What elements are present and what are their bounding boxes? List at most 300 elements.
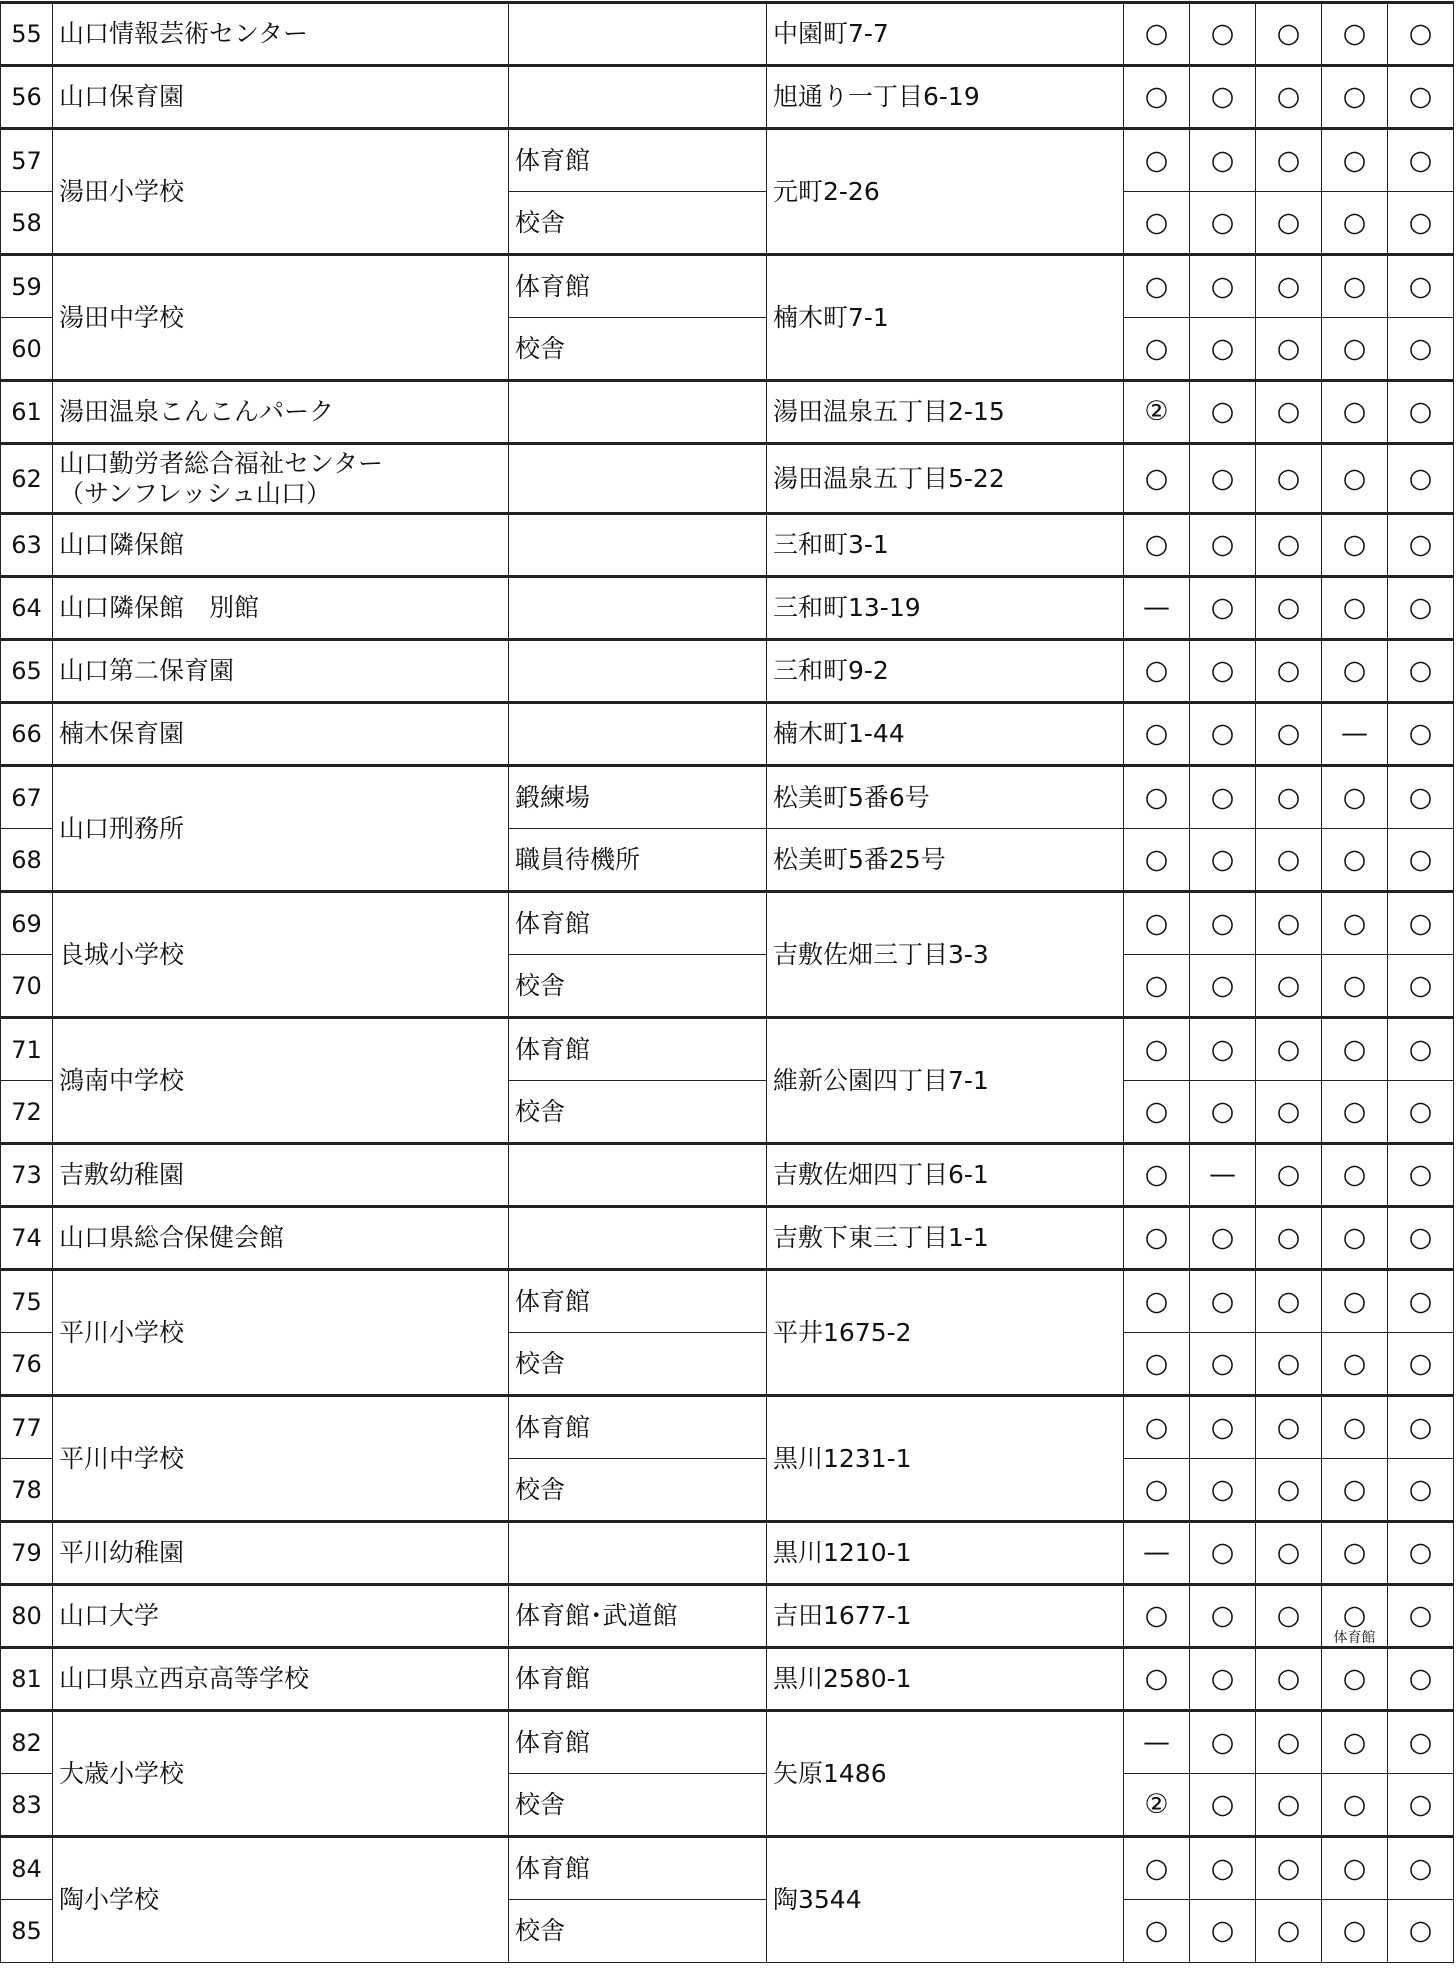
status-mark-symbol: ○ <box>1210 1347 1235 1379</box>
status-mark-symbol: ○ <box>1276 1222 1301 1253</box>
facility-name <box>53 1648 509 1711</box>
facility-name <box>53 129 509 255</box>
facility-name-line: 吉敷幼稚園 <box>59 1160 185 1189</box>
status-mark-symbol: ○ <box>1408 1033 1433 1065</box>
status-mark <box>1322 1900 1388 1963</box>
sub-facility <box>509 577 767 640</box>
facility-name <box>53 577 509 640</box>
status-mark <box>1388 1900 1454 1963</box>
status-mark-symbol: ○ <box>1276 1285 1301 1317</box>
row-number: 81 <box>1 1648 53 1711</box>
row-number: 77 <box>1 1396 53 1459</box>
status-mark <box>1124 892 1190 955</box>
table-row <box>1 444 1454 514</box>
row-number: 84 <box>1 1837 53 1900</box>
status-mark-symbol: ○ <box>1144 781 1169 813</box>
status-mark-symbol: ○ <box>1408 144 1433 176</box>
status-mark-symbol: ○ <box>1276 718 1301 749</box>
row-number: 72 <box>1 1081 53 1144</box>
status-mark <box>1190 703 1256 766</box>
status-mark <box>1322 577 1388 640</box>
status-mark <box>1256 1333 1322 1396</box>
status-mark-symbol: ○ <box>1408 1537 1433 1568</box>
status-mark <box>1190 66 1256 129</box>
sub-facility: 校舎 <box>509 1333 767 1396</box>
status-mark <box>1388 1837 1454 1900</box>
status-mark <box>1322 255 1388 318</box>
status-mark-symbol: ○ <box>1342 1222 1367 1253</box>
status-mark-symbol: ○ <box>1342 81 1367 112</box>
table-row <box>1 1018 1454 1081</box>
status-mark-symbol: ○ <box>1408 843 1433 875</box>
status-mark <box>1124 381 1190 444</box>
status-mark <box>1322 766 1388 829</box>
status-mark <box>1256 1648 1322 1711</box>
status-mark <box>1388 892 1454 955</box>
status-mark-symbol: ○ <box>1342 781 1367 813</box>
facility-name-line: （サンフレッシュ山口） <box>59 478 332 508</box>
status-mark <box>1124 444 1190 514</box>
status-mark-symbol: ○ <box>1408 718 1433 749</box>
address: 矢原1486 <box>767 1711 1124 1837</box>
status-mark-symbol: ② <box>1144 396 1169 427</box>
status-mark-symbol: ○ <box>1276 1095 1301 1127</box>
table-row <box>1 1396 1454 1459</box>
status-mark <box>1388 829 1454 892</box>
status-mark-symbol: ○ <box>1408 1600 1433 1631</box>
status-mark <box>1322 1144 1388 1207</box>
status-mark-symbol: ○ <box>1144 462 1169 494</box>
facility-name-line: 大歳小学校 <box>59 1758 185 1788</box>
row-number: 73 <box>1 1144 53 1207</box>
status-mark <box>1388 1144 1454 1207</box>
facility-name <box>53 1711 509 1837</box>
facility-name-line: 平川小学校 <box>59 1317 185 1347</box>
address: 吉敷下東三丁目1-1 <box>767 1207 1124 1270</box>
row-number: 71 <box>1 1018 53 1081</box>
facility-name <box>53 381 509 444</box>
row-number: 64 <box>1 577 53 640</box>
facility-name <box>53 514 509 577</box>
status-mark-symbol: ○ <box>1342 592 1367 623</box>
status-mark <box>1388 640 1454 703</box>
facility-name <box>53 1585 509 1648</box>
sub-facility: 体育館 <box>509 1270 767 1333</box>
row-number: 58 <box>1 192 53 255</box>
table-row <box>1 1837 1454 1900</box>
status-mark <box>1256 318 1322 381</box>
facility-name <box>53 703 509 766</box>
status-mark-symbol: ○ <box>1408 1411 1433 1443</box>
status-mark-symbol: ○ <box>1342 1473 1367 1505</box>
facility-name-line: 鴻南中学校 <box>59 1065 185 1095</box>
status-mark <box>1190 1774 1256 1837</box>
table-row <box>1 766 1454 829</box>
sub-facility <box>509 1522 767 1585</box>
status-mark <box>1190 1522 1256 1585</box>
sub-facility: 体育館 <box>509 1711 767 1774</box>
status-mark-symbol: ○ <box>1408 781 1433 813</box>
status-mark-symbol: ○ <box>1210 81 1235 112</box>
status-mark-symbol: ○ <box>1276 843 1301 875</box>
facility-table-body <box>1 3 1454 1963</box>
facility-name <box>53 766 509 892</box>
status-mark <box>1256 1522 1322 1585</box>
status-mark <box>1322 1585 1388 1648</box>
status-mark-symbol: ○ <box>1210 1095 1235 1127</box>
address: 黒川1210-1 <box>767 1522 1124 1585</box>
row-number: 61 <box>1 381 53 444</box>
facility-name-line: 山口勤労者総合福祉センター <box>59 448 384 478</box>
status-mark-symbol: — <box>1209 1159 1236 1190</box>
status-mark <box>1124 1648 1190 1711</box>
status-mark-symbol: ○ <box>1144 1285 1169 1317</box>
status-mark <box>1322 1207 1388 1270</box>
status-mark-symbol: ○ <box>1210 144 1235 176</box>
status-mark-symbol: ○ <box>1144 907 1169 939</box>
facility-name <box>53 1396 509 1522</box>
row-number: 80 <box>1 1585 53 1648</box>
status-mark-symbol: ○ <box>1342 1852 1367 1884</box>
status-mark-symbol: ○ <box>1210 1285 1235 1317</box>
address: 黒川2580-1 <box>767 1648 1124 1711</box>
status-mark-symbol: ○ <box>1210 1033 1235 1065</box>
status-mark <box>1322 703 1388 766</box>
status-mark <box>1190 129 1256 192</box>
row-number: 74 <box>1 1207 53 1270</box>
status-mark <box>1190 1144 1256 1207</box>
status-mark-symbol: — <box>1143 1726 1170 1758</box>
status-mark <box>1256 1774 1322 1837</box>
status-mark <box>1388 1396 1454 1459</box>
status-mark <box>1388 1711 1454 1774</box>
row-number: 79 <box>1 1522 53 1585</box>
status-mark-symbol: ○ <box>1408 1347 1433 1379</box>
status-mark-symbol: ○ <box>1210 1600 1235 1631</box>
address: 陶3544 <box>767 1837 1124 1963</box>
status-mark <box>1256 1018 1322 1081</box>
status-mark-symbol: ○ <box>1210 270 1235 302</box>
status-mark <box>1256 829 1322 892</box>
status-mark-symbol: ○ <box>1276 1915 1301 1946</box>
status-mark-symbol: ○ <box>1342 1663 1367 1694</box>
status-mark-symbol: ○ <box>1210 529 1235 560</box>
status-mark-symbol: ○ <box>1276 529 1301 560</box>
status-mark <box>1190 1585 1256 1648</box>
row-number: 62 <box>1 444 53 514</box>
address: 吉敷佐畑四丁目6-1 <box>767 1144 1124 1207</box>
status-mark <box>1256 1207 1322 1270</box>
facility-name-line: 山口県総合保健会館 <box>59 1223 285 1252</box>
status-mark <box>1190 640 1256 703</box>
status-mark-symbol: ○ <box>1342 969 1367 1001</box>
status-mark-symbol: ○ <box>1408 1095 1433 1127</box>
row-number: 63 <box>1 514 53 577</box>
status-mark-symbol: ○ <box>1408 1159 1433 1190</box>
status-mark-symbol: ○ <box>1276 781 1301 813</box>
status-mark-symbol: ○ <box>1144 1600 1169 1631</box>
sub-facility: 体育館 <box>509 1648 767 1711</box>
address: 松美町5番6号 <box>767 766 1124 829</box>
status-mark <box>1124 1900 1190 1963</box>
status-mark-symbol: ○ <box>1342 1788 1367 1820</box>
status-mark <box>1256 1585 1322 1648</box>
status-mark-symbol: ○ <box>1144 1663 1169 1694</box>
table-row <box>1 66 1454 129</box>
status-mark <box>1322 3 1388 66</box>
status-mark-symbol: ○ <box>1408 396 1433 427</box>
sub-facility: 校舎 <box>509 1459 767 1522</box>
status-mark <box>1322 1270 1388 1333</box>
facility-name-line: 平川中学校 <box>59 1443 185 1473</box>
address: 平井1675-2 <box>767 1270 1124 1396</box>
status-mark <box>1322 1711 1388 1774</box>
status-mark <box>1190 892 1256 955</box>
status-mark-symbol: ○ <box>1210 1537 1235 1568</box>
facility-name-line: 山口県立西京高等学校 <box>59 1664 310 1693</box>
status-mark-symbol: ○ <box>1342 1033 1367 1065</box>
status-mark-symbol: ○ <box>1210 655 1235 686</box>
address: 吉田1677-1 <box>767 1585 1124 1648</box>
status-mark-symbol: ○ <box>1276 907 1301 939</box>
table-row <box>1 1207 1454 1270</box>
status-mark <box>1388 1018 1454 1081</box>
address: 湯田温泉五丁目5-22 <box>767 444 1124 514</box>
facility-name <box>53 444 509 514</box>
table-row <box>1 129 1454 192</box>
status-mark-symbol: ○ <box>1342 1726 1367 1758</box>
facility-name-line: 平川幼稚園 <box>59 1538 185 1567</box>
status-mark <box>1388 514 1454 577</box>
status-mark <box>1190 318 1256 381</box>
row-number: 65 <box>1 640 53 703</box>
status-mark-symbol: ○ <box>1210 206 1235 238</box>
status-mark-symbol: ○ <box>1342 462 1367 494</box>
facility-name-line: 山口刑務所 <box>59 813 185 843</box>
table-row <box>1 514 1454 577</box>
status-mark <box>1388 192 1454 255</box>
address: 元町2-26 <box>767 129 1124 255</box>
sub-facility: 校舎 <box>509 1900 767 1963</box>
status-mark <box>1322 1396 1388 1459</box>
status-mark <box>1256 1837 1322 1900</box>
status-mark <box>1388 1207 1454 1270</box>
status-mark <box>1256 192 1322 255</box>
status-mark-symbol: ○ <box>1276 462 1301 494</box>
sub-facility: 校舎 <box>509 192 767 255</box>
status-mark-symbol: ○ <box>1342 1095 1367 1127</box>
facility-name-line: 山口第二保育園 <box>59 656 235 685</box>
status-mark-symbol: ○ <box>1342 396 1367 427</box>
status-mark <box>1124 318 1190 381</box>
address: 吉敷佐畑三丁目3-3 <box>767 892 1124 1018</box>
sub-facility <box>509 1144 767 1207</box>
status-mark-symbol: ○ <box>1144 18 1169 49</box>
status-note: 体育館 <box>1333 1630 1376 1646</box>
status-mark <box>1190 1711 1256 1774</box>
status-mark <box>1124 192 1190 255</box>
status-mark <box>1190 955 1256 1018</box>
status-mark <box>1322 640 1388 703</box>
status-mark-symbol: ○ <box>1408 462 1433 494</box>
status-mark-symbol: ○ <box>1276 1033 1301 1065</box>
sub-facility: 体育館･武道館 <box>509 1585 767 1648</box>
address: 三和町3-1 <box>767 514 1124 577</box>
status-mark <box>1190 1333 1256 1396</box>
status-mark-symbol: ② <box>1144 1788 1169 1820</box>
status-mark <box>1388 1774 1454 1837</box>
status-mark-symbol: ○ <box>1408 332 1433 364</box>
status-mark-symbol: ○ <box>1144 270 1169 302</box>
status-mark <box>1124 1333 1190 1396</box>
status-mark <box>1190 766 1256 829</box>
status-mark-symbol: — <box>1143 1537 1170 1568</box>
status-mark-symbol: ○ <box>1342 332 1367 364</box>
status-mark-symbol: ○ <box>1408 592 1433 623</box>
status-mark <box>1190 192 1256 255</box>
table-row <box>1 255 1454 318</box>
status-mark-symbol: ○ <box>1276 1726 1301 1758</box>
status-mark <box>1388 955 1454 1018</box>
status-mark-symbol: ○ <box>1210 592 1235 623</box>
status-mark-symbol: ○ <box>1408 1726 1433 1758</box>
table-row <box>1 577 1454 640</box>
status-mark-symbol: ○ <box>1408 18 1433 49</box>
facility-name <box>53 1270 509 1396</box>
status-mark <box>1322 514 1388 577</box>
row-number: 83 <box>1 1774 53 1837</box>
status-mark-symbol: ○ <box>1276 396 1301 427</box>
status-mark-symbol: ○ <box>1144 655 1169 686</box>
status-mark <box>1256 955 1322 1018</box>
status-mark <box>1388 3 1454 66</box>
sub-facility: 体育館 <box>509 1837 767 1900</box>
address: 楠木町7-1 <box>767 255 1124 381</box>
status-mark-symbol: ○ <box>1342 1285 1367 1317</box>
table-row <box>1 1144 1454 1207</box>
status-mark-symbol: ○ <box>1144 1222 1169 1253</box>
status-mark <box>1124 1585 1190 1648</box>
sub-facility: 校舎 <box>509 955 767 1018</box>
status-mark-symbol: ○ <box>1210 396 1235 427</box>
status-mark <box>1256 1459 1322 1522</box>
status-mark <box>1322 1774 1388 1837</box>
status-mark-symbol: ○ <box>1210 1788 1235 1820</box>
status-mark <box>1322 1522 1388 1585</box>
status-mark <box>1190 1648 1256 1711</box>
status-mark <box>1124 255 1190 318</box>
address: 維新公園四丁目7-1 <box>767 1018 1124 1144</box>
sub-facility: 校舎 <box>509 1774 767 1837</box>
address: 松美町5番25号 <box>767 829 1124 892</box>
facility-name-line: 山口保育園 <box>59 82 185 111</box>
status-mark-symbol: ○ <box>1342 270 1367 302</box>
status-mark <box>1388 129 1454 192</box>
status-mark <box>1190 1207 1256 1270</box>
table-row <box>1 381 1454 444</box>
status-mark <box>1256 381 1322 444</box>
row-number: 60 <box>1 318 53 381</box>
status-mark-symbol: ○ <box>1210 1726 1235 1758</box>
sub-facility <box>509 1207 767 1270</box>
row-number: 55 <box>1 3 53 66</box>
status-mark-symbol: ○ <box>1276 1852 1301 1884</box>
status-mark-symbol: ○ <box>1408 907 1433 939</box>
sub-facility: 職員待機所 <box>509 829 767 892</box>
table-row <box>1 1522 1454 1585</box>
status-mark-symbol: ○ <box>1342 907 1367 939</box>
sub-facility <box>509 640 767 703</box>
status-mark <box>1124 1396 1190 1459</box>
status-mark-symbol: ○ <box>1276 144 1301 176</box>
sub-facility <box>509 66 767 129</box>
status-mark <box>1256 255 1322 318</box>
status-mark-symbol: ○ <box>1408 1285 1433 1317</box>
status-mark <box>1322 66 1388 129</box>
facility-name <box>53 640 509 703</box>
status-mark <box>1322 1837 1388 1900</box>
status-mark <box>1124 1774 1190 1837</box>
row-number: 76 <box>1 1333 53 1396</box>
address: 三和町9-2 <box>767 640 1124 703</box>
address: 楠木町1-44 <box>767 703 1124 766</box>
status-mark-symbol: ○ <box>1144 1033 1169 1065</box>
status-mark-symbol: ○ <box>1342 843 1367 875</box>
status-mark <box>1124 3 1190 66</box>
status-mark <box>1388 1648 1454 1711</box>
status-mark <box>1256 892 1322 955</box>
status-mark <box>1190 1900 1256 1963</box>
status-mark-symbol: ○ <box>1276 332 1301 364</box>
facility-name <box>53 1522 509 1585</box>
status-mark-symbol: ○ <box>1408 1663 1433 1694</box>
status-mark <box>1256 640 1322 703</box>
status-mark-symbol: ○ <box>1408 81 1433 112</box>
address: 三和町13-19 <box>767 577 1124 640</box>
sub-facility <box>509 444 767 514</box>
status-mark-symbol: ○ <box>1210 1473 1235 1505</box>
row-number: 69 <box>1 892 53 955</box>
status-mark-symbol: ○ <box>1408 1473 1433 1505</box>
status-mark-symbol: ○ <box>1276 1411 1301 1443</box>
facility-name-line: 陶小学校 <box>59 1885 160 1914</box>
status-mark <box>1190 381 1256 444</box>
status-mark-symbol: ○ <box>1342 1159 1367 1190</box>
status-mark-symbol: ○ <box>1408 1788 1433 1820</box>
facility-name <box>53 66 509 129</box>
sub-facility: 体育館 <box>509 1018 767 1081</box>
status-mark <box>1124 1270 1190 1333</box>
status-mark-symbol: — <box>1143 592 1170 623</box>
status-mark-symbol: ○ <box>1210 718 1235 749</box>
sub-facility <box>509 703 767 766</box>
status-mark <box>1124 766 1190 829</box>
status-mark-symbol: ○ <box>1408 969 1433 1001</box>
status-mark-symbol: ○ <box>1210 969 1235 1001</box>
status-mark-symbol: ○ <box>1144 206 1169 238</box>
status-mark-symbol: ○ <box>1408 655 1433 686</box>
status-mark-symbol: ○ <box>1342 1411 1367 1443</box>
status-mark <box>1388 381 1454 444</box>
status-mark <box>1388 766 1454 829</box>
status-mark <box>1256 766 1322 829</box>
status-mark-symbol: ○ <box>1144 529 1169 560</box>
status-mark <box>1124 577 1190 640</box>
status-mark <box>1190 1018 1256 1081</box>
status-mark <box>1190 1081 1256 1144</box>
row-number: 68 <box>1 829 53 892</box>
status-mark <box>1388 66 1454 129</box>
